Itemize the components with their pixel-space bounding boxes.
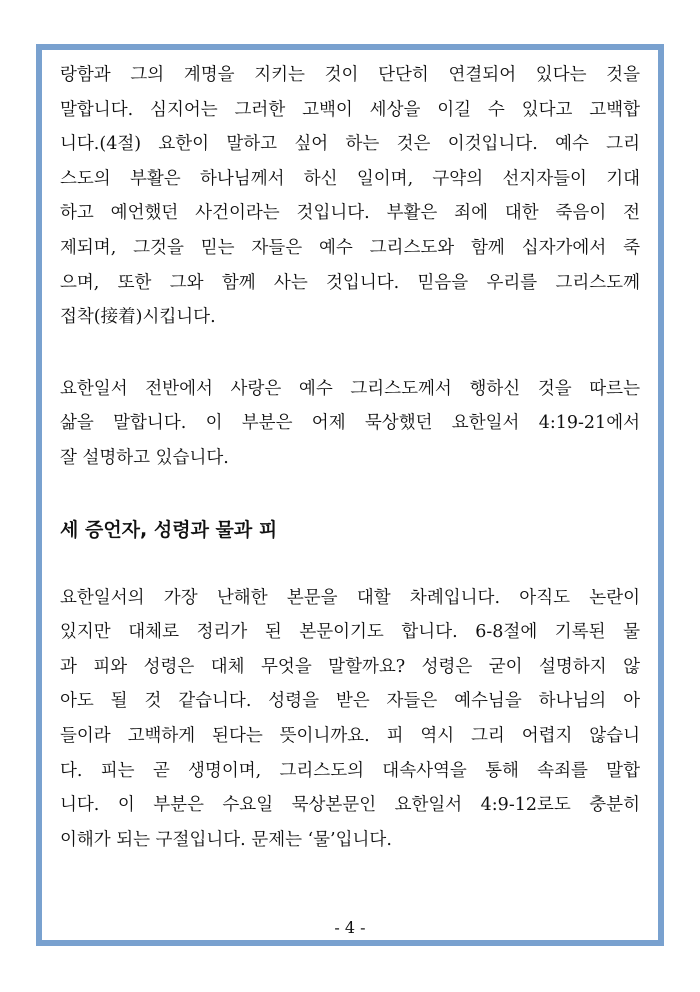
text-line: 요한일서 전반에서 사랑은 예수 그리스도께서 행하신 것을 따르는 (60, 378, 640, 399)
text-line: 이해가 되는 구절입니다. 문제는 ‘물’입니다. (60, 829, 392, 850)
text-line: 들이라 고백하게 된다는 뜻이니까요. 피 역시 그리 어렵지 않습니 (60, 725, 640, 746)
text-line: 하고 예언했던 사건이라는 것입니다. 부활은 죄에 대한 죽음이 전 (60, 203, 640, 224)
text-line: 제되며, 그것을 믿는 자들은 예수 그리스도와 함께 십자가에서 죽 (60, 237, 640, 258)
paragraph-gap (60, 335, 640, 372)
text-line: 니다.(4절) 요한이 말하고 싶어 하는 것은 이것입니다. 예수 그리 (60, 134, 640, 155)
paragraph-2 (60, 372, 640, 476)
text-line: 랑함과 그의 계명을 지키는 것이 단단히 연결되어 있다는 것을 (60, 65, 640, 85)
paragraph-3 (60, 581, 640, 858)
text-line: 다. 피는 곧 생명이며, 그리스도의 대속사역을 통해 속죄를 말합 (60, 760, 640, 781)
text-line: 요한일서의 가장 난해한 본문을 대할 차례입니다. 아직도 논란이 (60, 587, 640, 608)
paragraph-gap (60, 476, 640, 513)
heading-gap (60, 547, 640, 581)
paragraph-1 (60, 58, 640, 335)
page-content (60, 58, 640, 857)
page-number: - 4 - (334, 918, 366, 937)
text-line: 삶을 말합니다. 이 부분은 어제 묵상했던 요한일서 4:19-21에서 (60, 413, 640, 434)
text-line: 있지만 대체로 정리가 된 본문이기도 합니다. 6-8절에 기록된 물 (60, 622, 640, 643)
text-line: 잘 설명하고 있습니다. (60, 447, 229, 468)
text-line: 니다. 이 부분은 수요일 묵상본문인 요한일서 4:9-12로도 충분히 (60, 795, 640, 816)
text-line: 접착(接着)시킵니다. (60, 307, 216, 328)
text-line: 스도의 부활은 하나님께서 하신 일이며, 구약의 선지자들이 기대 (60, 168, 640, 189)
text-line: 으며, 또한 그와 함께 사는 것입니다. 믿음을 우리를 그리스도께 (60, 272, 640, 293)
text-line: 아도 될 것 같습니다. 성령을 받은 자들은 예수님을 하나님의 아 (60, 691, 640, 712)
section-heading: 세 증언자, 성령과 물과 피 (60, 518, 278, 541)
text-line: 과 피와 성령은 대체 무엇을 말할까요? 성령은 굳이 설명하지 않 (60, 656, 640, 677)
text-line: 말합니다. 심지어는 그러한 고백이 세상을 이길 수 있다고 고백합 (60, 99, 640, 120)
